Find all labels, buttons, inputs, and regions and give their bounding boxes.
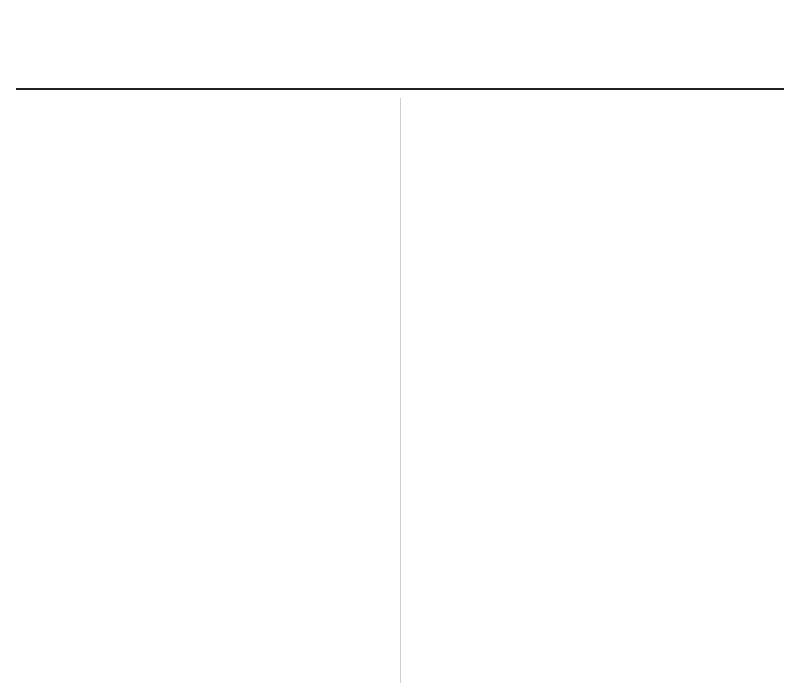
text-line — [16, 267, 378, 295]
text-line — [16, 352, 378, 380]
text-line — [16, 521, 378, 549]
text-line — [16, 98, 378, 126]
text-line — [423, 295, 785, 323]
article-body — [16, 98, 784, 683]
text-line — [16, 408, 378, 436]
text-line — [16, 634, 378, 662]
headline-divider — [16, 88, 784, 90]
text-line — [16, 436, 378, 464]
text-line — [423, 126, 785, 154]
text-line — [16, 577, 378, 605]
text-line — [16, 211, 378, 239]
text-line — [423, 154, 785, 182]
text-line — [423, 493, 785, 521]
text-line — [16, 183, 378, 211]
text-line — [423, 380, 785, 408]
text-line — [423, 267, 785, 295]
column-divider — [400, 98, 401, 683]
headline — [16, 14, 784, 78]
text-line — [16, 605, 378, 633]
text-line — [423, 408, 785, 436]
text-line — [423, 183, 785, 211]
text-line — [423, 211, 785, 239]
text-line — [16, 324, 378, 352]
text-line — [16, 380, 378, 408]
text-line — [423, 98, 785, 126]
text-line — [16, 126, 378, 154]
text-line — [16, 295, 378, 323]
text-line — [16, 549, 378, 577]
text-line — [423, 521, 785, 549]
text-line — [16, 662, 378, 690]
text-line — [16, 239, 378, 267]
text-line — [423, 436, 785, 464]
text-line — [423, 352, 785, 380]
right-column — [423, 98, 785, 683]
text-line — [423, 324, 785, 352]
text-line — [16, 493, 378, 521]
text-line — [423, 605, 785, 633]
text-line — [423, 239, 785, 267]
text-line — [16, 464, 378, 492]
text-line — [16, 154, 378, 182]
text-line — [423, 662, 785, 690]
text-line — [423, 577, 785, 605]
text-line — [423, 464, 785, 492]
text-line — [423, 549, 785, 577]
left-column — [16, 98, 378, 683]
text-line — [423, 634, 785, 662]
